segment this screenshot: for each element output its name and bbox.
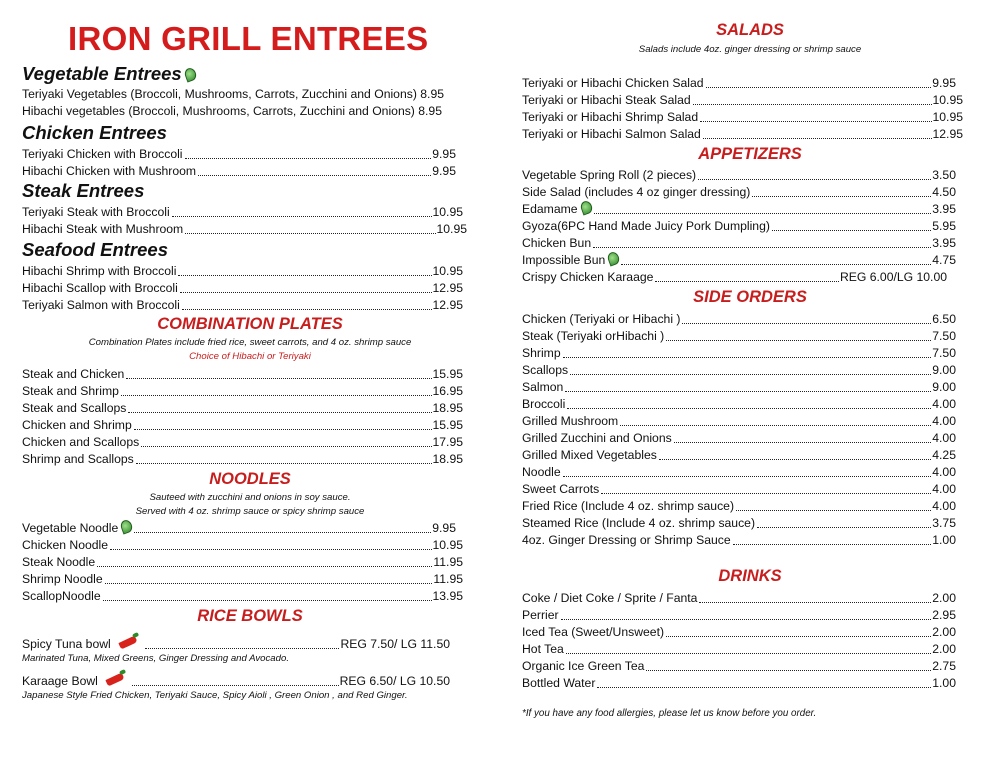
chicken-entrees-heading: Chicken Entrees [22,122,167,143]
menu-item: Shrimp Noodle 11.95 [22,572,463,586]
menu-item: Chicken (Teriyaki or Hibachi ) 6.50 [522,312,956,326]
noodles-note-1: Sauteed with zucchini and onions in soy sauce. [149,492,351,503]
menu-item: Vegetable Noodle 9.95 [22,519,456,536]
menu-item: Impossible Bun 4.75 [522,251,956,268]
menu-item: Fried Rice (Include 4 oz. shrimp sauce) 4.00 [522,499,956,513]
noodles-note-2: Served with 4 oz. shrimp sauce or spicy shrimp sauce [135,506,365,517]
salads-heading: SALADS [716,21,784,39]
leaf-icon [606,251,621,267]
menu-item: 4oz. Ginger Dressing or Shrimp Sauce 1.00 [522,533,956,547]
chili-pepper-icon [118,636,137,650]
leaf-icon [119,519,134,535]
menu-item: Hibachi Chicken with Mushroom 9.95 [22,164,456,178]
menu-item: Steak and Shrimp 16.95 [22,384,463,398]
menu-item: Grilled Mushroom 4.00 [522,414,956,428]
menu-item: Grilled Mixed Vegetables 4.25 [522,448,956,462]
appetizers-heading: APPETIZERS [698,145,802,163]
rice-bowls-heading: RICE BOWLS [197,607,303,625]
menu-item: Hibachi Shrimp with Broccoli 10.95 [22,264,463,278]
combination-note: Combination Plates include fried rice, sweet carrots, and 4 oz. shrimp sauce [88,337,412,348]
combination-plates-heading: COMBINATION PLATES [157,315,343,333]
menu-item: Chicken Noodle 10.95 [22,538,463,552]
menu-item: Teriyaki or Hibachi Chicken Salad 9.95 [522,76,956,90]
menu-item: Perrier 2.95 [522,608,956,622]
menu-item: Steamed Rice (Include 4 oz. shrimp sauce) 3.75 [522,516,956,530]
menu-item: Vegetable Spring Roll (2 pieces) 3.50 [522,168,956,182]
menu-item: Sweet Carrots 4.00 [522,482,956,496]
menu-item: Scallops 9.00 [522,363,956,377]
menu-item: Hot Tea 2.00 [522,642,956,656]
salads-note: Salads include 4oz. ginger dressing or shrimp sauce [638,44,862,55]
page-title: IRON GRILL ENTREES [68,20,429,57]
menu-item: Bottled Water 1.00 [522,676,956,690]
menu-item: Broccoli 4.00 [522,397,956,411]
menu-item: Shrimp 7.50 [522,346,956,360]
vegetable-line-2: Hibachi vegetables (Broccoli, Mushrooms, Carrots, Zucchini and Onions) 8.95 [22,104,442,118]
menu-item: Hibachi Steak with Mushroom 10.95 [22,222,467,236]
menu-item: Coke / Diet Coke / Sprite / Fanta 2.00 [522,591,956,605]
menu-item: Teriyaki or Hibachi Shrimp Salad 10.95 [522,110,963,124]
menu-item: Steak and Chicken 15.95 [22,367,463,381]
seafood-entrees-heading: Seafood Entrees [22,239,168,260]
rice-bowl-description: Marinated Tuna, Mixed Greens, Ginger Dressing and Avocado. [22,653,289,664]
drinks-heading: DRINKS [718,567,782,585]
chili-pepper-icon [105,673,124,687]
menu-item: Grilled Zucchini and Onions 4.00 [522,431,956,445]
menu-item: Side Salad (includes 4 oz ginger dressing) 4.50 [522,185,956,199]
menu-item: Salmon 9.00 [522,380,956,394]
menu-item: Steak (Teriyaki orHibachi ) 7.50 [522,329,956,343]
menu-item: ScallopNoodle 13.95 [22,589,463,603]
leaf-icon [183,67,198,83]
rice-bowl-description: Japanese Style Fried Chicken, Teriyaki Sauce, Spicy Aioli , Green Onion , and Red Ginger. [22,690,408,701]
menu-item: Hibachi Scallop with Broccoli 12.95 [22,281,463,295]
menu-item: Gyoza(6PC Hand Made Juicy Pork Dumpling) 5.95 [522,219,956,233]
menu-item: Edamame 3.95 [522,200,956,217]
menu-item: Teriyaki Steak with Broccoli 10.95 [22,205,463,219]
noodles-heading: NOODLES [209,470,291,488]
vegetable-line-1: Teriyaki Vegetables (Broccoli, Mushrooms, Carrots, Zucchini and Onions) 8.95 [22,87,445,101]
vegetable-entrees-heading: Vegetable Entrees [22,63,196,85]
menu-item: Crispy Chicken Karaage REG 6.00/LG 10.00 [522,270,947,284]
menu-item: Karaage Bowl REG 6.50/ LG 10.50 [22,674,450,688]
steak-entrees-heading: Steak Entrees [22,180,145,201]
combination-choice-note: Choice of Hibachi or Teriyaki [189,351,311,362]
menu-item: Steak and Scallops 18.95 [22,401,463,415]
menu-item: Teriyaki or Hibachi Salmon Salad 12.95 [522,127,963,141]
menu-item: Teriyaki Chicken with Broccoli 9.95 [22,147,456,161]
menu-item: Noodle 4.00 [522,465,956,479]
menu-item: Organic Ice Green Tea 2.75 [522,659,956,673]
menu-item: Shrimp and Scallops 18.95 [22,452,463,466]
menu-item: Chicken Bun 3.95 [522,236,956,250]
menu-item: Iced Tea (Sweet/Unsweet) 2.00 [522,625,956,639]
leaf-icon [579,200,594,216]
side-orders-heading: SIDE ORDERS [693,288,807,306]
menu-item: Steak Noodle 11.95 [22,555,463,569]
menu-item: Teriyaki or Hibachi Steak Salad 10.95 [522,93,963,107]
allergy-footnote: *If you have any food allergies, please let us know before you order. [522,708,817,719]
menu-item: Teriyaki Salmon with Broccoli 12.95 [22,298,463,312]
menu-item: Chicken and Shrimp 15.95 [22,418,463,432]
menu-item: Spicy Tuna bowl REG 7.50/ LG 11.50 [22,637,450,651]
menu-item: Chicken and Scallops 17.95 [22,435,463,449]
